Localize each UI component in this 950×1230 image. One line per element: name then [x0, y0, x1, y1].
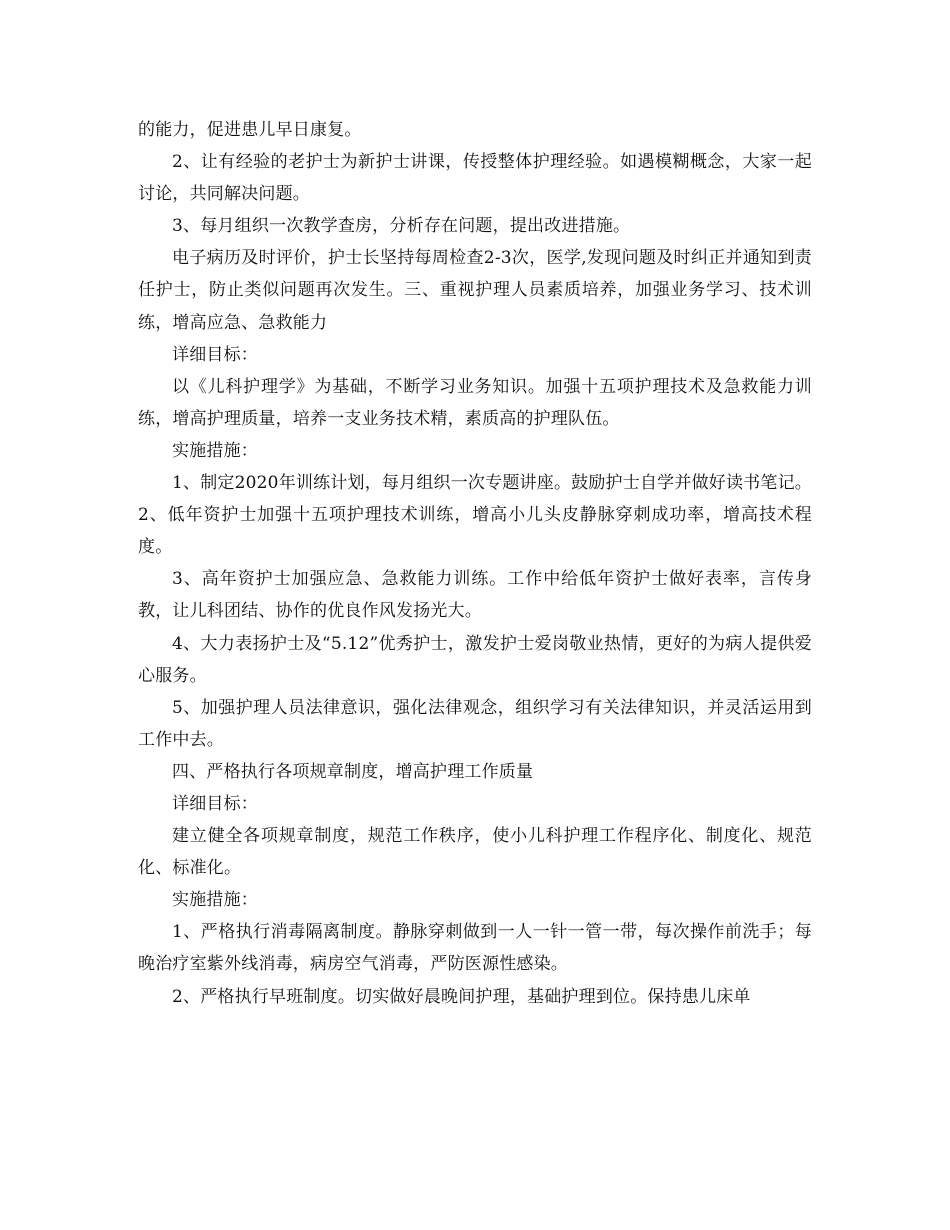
paragraph: 4、大力表扬护士及“5.12”优秀护士，激发护士爱岗敬业热情，更好的为病人提供爱心服务。: [138, 633, 812, 686]
paragraph: 1、严格执行消毒隔离制度。静脉穿刺做到一人一针一管一带，每次操作前洗手；每晚治疗室紫外线消毒，病房空气消毒，严防医源性感染。: [138, 922, 812, 975]
paragraph: 3、高年资护士加强应急、急救能力训练。工作中给低年资护士做好表率，言传身教，让儿科团结、协作的优良作风发扬光大。: [138, 569, 812, 622]
paragraph: 实施措施：: [172, 890, 258, 911]
paragraph: 的能力，促进患儿早日康复。: [138, 120, 362, 140]
paragraph: 建立健全各项规章制度，规范工作秩序，使小儿科护理工作程序化、制度化、规范化、标准化。: [138, 826, 812, 879]
paragraph: 2、让有经验的老护士为新护士讲课，传授整体护理经验。如遇模糊概念，大家一起讨论，共同解决问题。: [138, 152, 812, 205]
paragraph: 详细目标：: [172, 793, 258, 814]
paragraph: 以《儿科护理学》为基础，不断学习业务知识。加强十五项护理技术及急救能力训练，增高护理质量，培养一支业务技术精，素质高的护理队伍。: [138, 376, 812, 429]
paragraph: 5、加强护理人员法律意识，强化法律观念，组织学习有关法律知识，并灵活运用到工作中去。: [138, 697, 812, 750]
paragraph: 2、严格执行早班制度。切实做好晨晚间护理，基础护理到位。保持患儿床单: [172, 986, 751, 1007]
paragraph: 1、制定2020年训练计划，每月组织一次专题讲座。鼓励护士自学并做好读书笔记。 2、低年资护士加强十五项护理技术训练，增高小儿头皮静脉穿刺成功率，增高技术程度。: [138, 473, 812, 558]
paragraph: 实施措施：: [172, 440, 258, 461]
paragraph: 四、严格执行各项规章制度，增高护理工作质量: [172, 761, 534, 782]
paragraph: 电子病历及时评价，护士长坚持每周检查2-3次，医学,发现问题及时纠正并通知到责任护士，防止类似问题再次发生。三、重视护理人员素质培养，加强业务学习、技术训练，增高应急、急救能力: [138, 248, 812, 333]
paragraph: 详细目标：: [172, 344, 258, 365]
document-body: [138, 114, 812, 1013]
paragraph: 3、每月组织一次教学查房，分析存在问题，提出改进措施。: [172, 216, 631, 237]
